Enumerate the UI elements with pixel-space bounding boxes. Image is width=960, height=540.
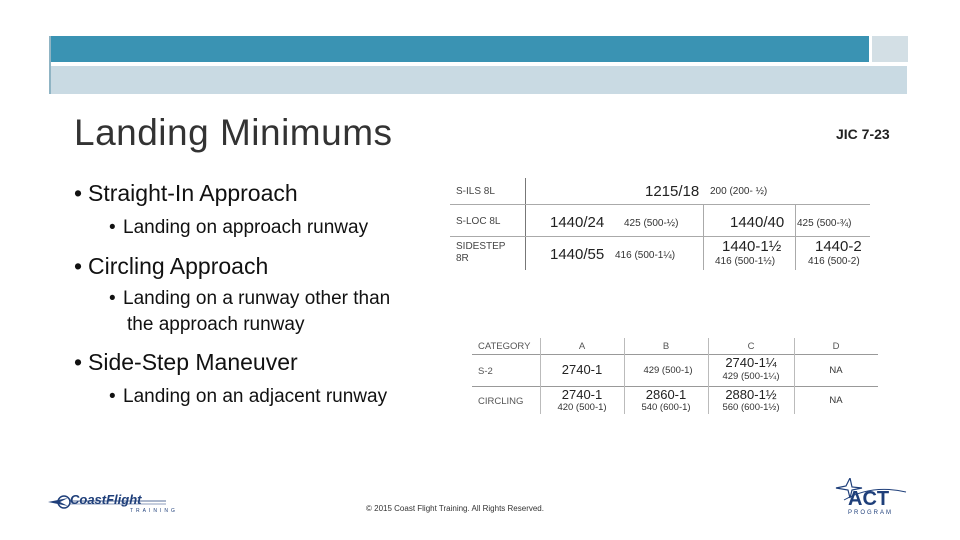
row-value: NA — [829, 395, 843, 406]
row-label-runway: 8R — [456, 253, 469, 264]
table-col-divider — [795, 204, 796, 270]
row-value-sub: 416 (500-2) — [808, 256, 860, 267]
row-value: 2740-1¼ — [725, 355, 777, 370]
column-header-c: C — [747, 341, 755, 352]
row-value-sub: 420 (500-1) — [557, 402, 607, 413]
row-value-sub: 560 (600-1½) — [722, 402, 780, 413]
table-row-divider — [450, 236, 870, 237]
bullet-side-step: • Side-Step Maneuver — [74, 349, 298, 375]
row-value-sub: 425 (500-¾) — [797, 218, 852, 229]
act-program-logo — [832, 478, 910, 522]
header-bar-top-end — [872, 36, 908, 62]
row-label: CIRCLING — [478, 396, 524, 407]
row-value: 1215/18 — [645, 183, 700, 200]
row-value: 1440/40 — [730, 214, 785, 231]
row-value-sub: 416 (500-1½) — [715, 256, 776, 267]
row-value: 2740-1 — [561, 362, 603, 377]
row-value: 1440/55 — [550, 246, 605, 263]
row-label: S-LOC 8L — [456, 216, 501, 227]
bullet-straight-in: • Straight-In Approach — [74, 180, 298, 206]
column-header-d: D — [832, 341, 840, 352]
column-header-b: B — [662, 341, 670, 352]
column-header-a: A — [578, 341, 586, 352]
row-value: 1440-2 — [815, 238, 862, 255]
header-bar-bottom — [49, 66, 907, 94]
row-label: S-ILS 8L — [456, 186, 495, 197]
row-value: 1440-1½ — [722, 238, 782, 255]
sub-bullet-other-runway: • Landing on a runway other than the approach runway — [109, 288, 391, 335]
row-value: 2880-1½ — [725, 387, 777, 402]
sub-bullet-approach-runway: • Landing on approach runway — [109, 217, 369, 238]
row-value-sub: 200 (200- ½) — [710, 186, 768, 197]
logo-subtext: TRAINING — [130, 508, 178, 514]
table-col-divider — [703, 204, 704, 270]
slide-title: Landing Minimums — [74, 112, 393, 153]
header-accent-line — [49, 36, 51, 94]
logo-text: CoastFlight — [70, 492, 142, 507]
row-value-sub: 429 (500-1¼) — [722, 371, 780, 382]
table-row-divider — [450, 204, 870, 205]
row-label: S-2 — [478, 366, 493, 377]
sub-bullet-adjacent-runway: • Landing on an adjacent runway — [109, 386, 388, 407]
coastflight-logo — [46, 488, 178, 518]
bullet-circling: • Circling Approach — [74, 253, 269, 279]
column-header-category: CATEGORY — [478, 341, 531, 352]
row-value-sub: 425 (500-½) — [624, 218, 679, 229]
table-divider — [525, 178, 526, 270]
header-bar-top — [49, 36, 869, 62]
reference-label: JIC 7-23 — [836, 126, 890, 142]
minimums-table-circling — [472, 338, 878, 414]
row-value: 2860-1 — [645, 387, 687, 402]
row-value: NA — [829, 365, 843, 376]
copyright-footer: © 2015 Coast Flight Training. All Rights Reserved. — [366, 504, 544, 513]
row-value-sub: 540 (600-1) — [641, 402, 691, 413]
row-value-sub: 416 (500-1¼) — [615, 250, 676, 261]
logo-text: ACT — [848, 488, 890, 510]
minimums-table-straight-in — [450, 178, 870, 270]
logo-subtext: PROGRAM — [848, 510, 894, 516]
row-value: 429 (500-1) — [643, 365, 693, 376]
row-label: SIDESTEP — [456, 241, 506, 252]
row-value: 1440/24 — [550, 214, 605, 231]
row-value: 2740-1 — [561, 387, 603, 402]
table-row-divider — [472, 354, 878, 355]
